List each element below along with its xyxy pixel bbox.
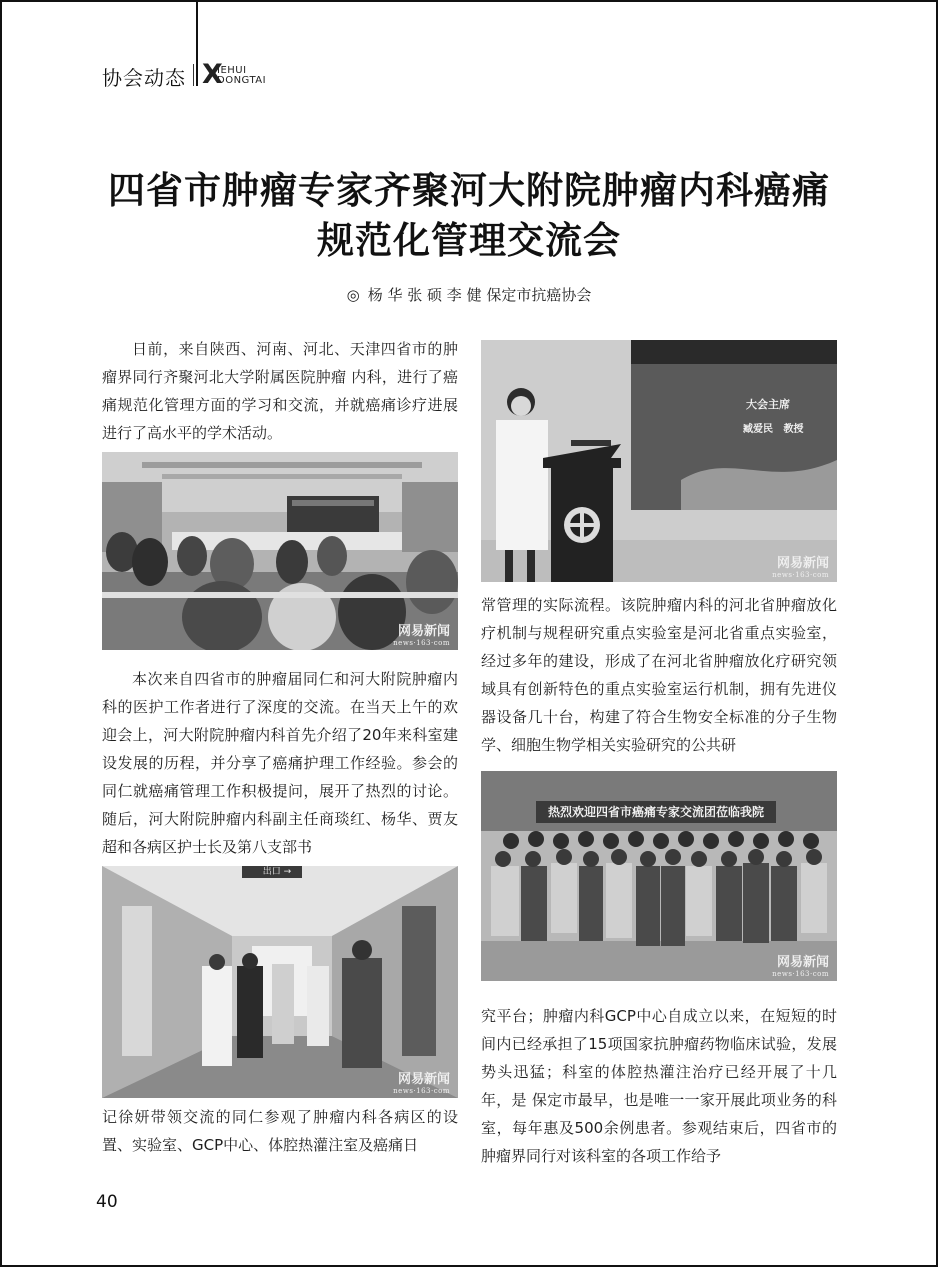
section-divider bbox=[193, 64, 194, 86]
watermark bbox=[393, 620, 450, 647]
section-english bbox=[202, 60, 292, 90]
right-paragraph-1: 常管理的实际流程。该院肿瘤内科的河北省肿瘤放化疗机制与规程研究重点实验室是河北省重点实验室，经过多年的建设，形成了在河北省肿瘤放化疗研究领域具有创新特色的重点实验室运行机制，拥有先进仪器设备几十台，构建了符合生物安全标准的分子生物学、细胞生物学相关实验研究的公共研 bbox=[481, 596, 837, 754]
podium-photo bbox=[481, 340, 837, 582]
left-paragraph-3: 记徐妍带领交流的同仁参观了肿瘤内科各病区的设置、实验室、GCP中心、体腔热灌注室及癌痛日 bbox=[102, 1108, 458, 1154]
group-photo bbox=[481, 771, 837, 981]
watermark-en: news·163·com bbox=[772, 970, 829, 978]
left-paragraph-2: 本次来自四省市的肿瘤届同仁和河大附院肿瘤内科的医护工作者进行了深度的交流。在当天上午的欢迎会上，河大附院肿瘤内科首先介绍了20年来科室建设发展的历程，并分享了癌痛护理工作经验。参会的同仁就癌痛管理工作积极提问，展开了热烈的讨论。随后，河大附院肿瘤内科副主任商琰红、杨华、贾友超和各病区护士长及第八支部书 bbox=[102, 670, 458, 856]
watermark bbox=[772, 951, 829, 978]
podium-caption-2: 臧爱民 教授 bbox=[743, 424, 804, 435]
article-title-line1: 四省市肿瘤专家齐聚河大附院肿瘤内科癌痛 bbox=[108, 168, 830, 212]
watermark-en: news·163·com bbox=[393, 639, 450, 647]
group-banner: 热烈欢迎四省市癌痛专家交流团莅临我院 bbox=[547, 805, 764, 819]
section-en-line1: IEHUI bbox=[217, 65, 247, 76]
watermark-cn: 网易新闻 bbox=[776, 955, 829, 970]
watermark-cn: 网易新闻 bbox=[397, 624, 450, 639]
article-title-line2: 规范化管理交流会 bbox=[317, 218, 621, 262]
meeting-photo bbox=[102, 452, 458, 650]
watermark-cn: 网易新闻 bbox=[776, 556, 829, 571]
watermark bbox=[772, 552, 829, 579]
byline-authors: 杨 华 张 硕 李 健 保定市抗癌协会 bbox=[367, 286, 592, 304]
header-rule bbox=[196, 0, 198, 86]
watermark-cn: 网易新闻 bbox=[397, 1072, 450, 1087]
right-paragraph-2: 究平台；肿瘤内科GCP中心自成立以来，在短短的时间内已经承担了15项国家抗肿瘤药物临床试验，发展势头迅猛；科室的体腔热灌注治疗已经开展了十几年，是 保定市最早，也是唯一一家开展此项业务的科室，每年惠及500余例患者。参观结束后，四省市的肿瘤界同行对该科室的各项工作给予 bbox=[481, 1007, 837, 1165]
byline bbox=[0, 284, 938, 305]
page-number: 40 bbox=[96, 1192, 118, 1212]
exit-sign: 出口 → bbox=[262, 867, 292, 877]
hallway-photo bbox=[102, 866, 458, 1098]
section-en-initial: X bbox=[202, 59, 223, 90]
byline-mark: ◎ bbox=[346, 286, 360, 304]
podium-caption-1: 大会主席 bbox=[746, 398, 790, 411]
section-title: 协会动态 bbox=[102, 66, 186, 90]
left-paragraph-1: 日前，来自陕西、河南、河北、天津四省市的肿瘤界同行齐聚河北大学附属医院肿瘤 内科，进行了癌痛规范化管理方面的学习和交流，并就癌痛诊疗进展进行了高水平的学术活动。 bbox=[102, 340, 458, 442]
section-en-line2: DONGTAI bbox=[217, 75, 267, 86]
watermark-en: news·163·com bbox=[772, 571, 829, 579]
watermark bbox=[393, 1068, 450, 1095]
watermark-en: news·163·com bbox=[393, 1087, 450, 1095]
